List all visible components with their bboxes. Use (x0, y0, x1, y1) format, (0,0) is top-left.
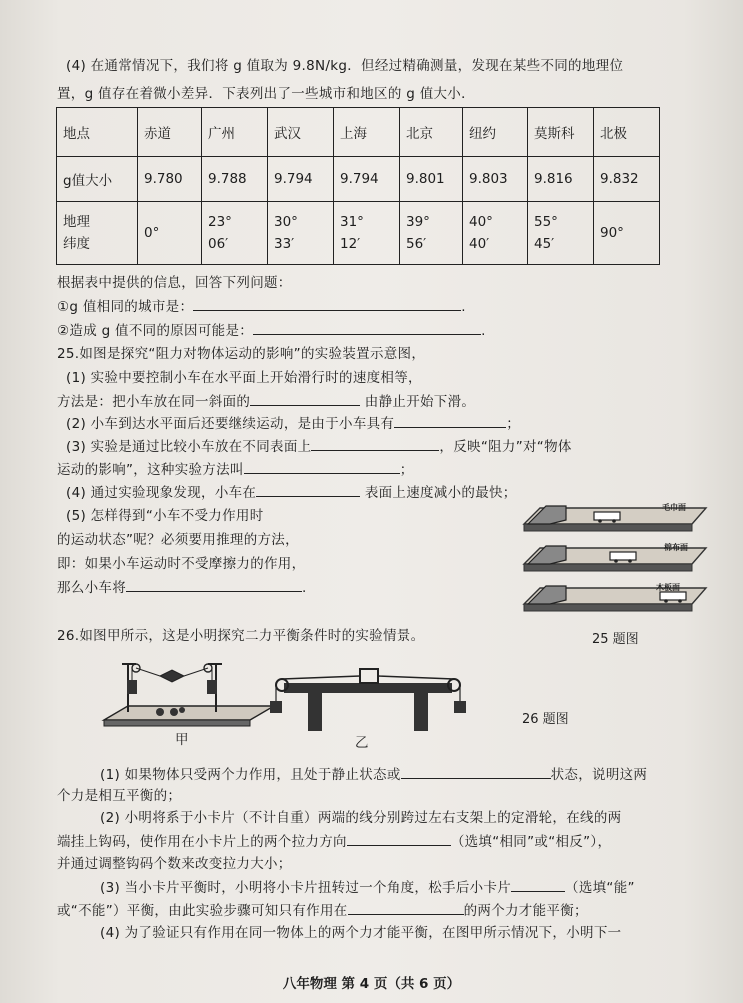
table-cell: 9.794 (334, 157, 400, 202)
answer-blank[interactable] (193, 296, 461, 311)
q25-p2a: (2) 小车到达水平面后还要继续运动，是由于小车具有 (66, 416, 395, 432)
table-cell (138, 202, 202, 265)
answer-blank[interactable] (126, 577, 302, 592)
table-cell (268, 202, 334, 265)
header-cell: 纽约 (463, 108, 528, 157)
q26-p1a: (1) 如果物体只受两个力作用，且处于静止状态或 (100, 767, 401, 783)
q25-p4 (66, 482, 517, 503)
header-cell: 地点 (57, 108, 138, 157)
g-value-table (56, 107, 660, 265)
lat-min: 33′ (274, 236, 295, 252)
lat-min: 12′ (340, 236, 361, 252)
answer-blank[interactable] (256, 482, 360, 497)
q25-p1b: 方法是：把小车放在同一斜面的 (57, 394, 251, 410)
row-label: g值大小 (57, 157, 138, 202)
table-cell: 9.832 (594, 157, 660, 202)
q26-p2a: (2) 小明将系于小卡片（不计自重）两端的线分别跨过左右支架上的定滑轮，在线的两 (100, 810, 622, 826)
q26-p3 (100, 877, 635, 898)
q26-p4a: (4) 为了验证只有作用在同一物体上的两个力才能平衡，在图甲所示情况下，小明下一 (100, 925, 622, 941)
q25-p3-cont: 运动的影响”，这种实验方法叫 ； (57, 459, 414, 480)
surface-label-cotton: 棉布面 (664, 543, 688, 552)
lat-deg: 31° (340, 214, 364, 230)
q25-p5c: 即：如果小车运动时不受摩擦力的作用， (57, 556, 306, 572)
q26-p3a: (3) 当小卡片平衡时，小明将小卡片扭转过一个角度，松手后小卡片 (100, 880, 512, 896)
q26-title: 26.如图甲所示，这是小明探究二力平衡条件时的实验情景。 (57, 628, 425, 644)
lat-deg: 40° (469, 214, 493, 230)
header-cell: 北京 (400, 108, 463, 157)
q26-p2c: （选填“相同”或“相反”）， (450, 834, 612, 850)
table-cell (463, 202, 528, 265)
q26-p1 (100, 764, 647, 785)
ramp-cotton (524, 542, 706, 571)
q24-sub2-text: ②造成 g 值不同的原因可能是： (57, 323, 254, 339)
lat-deg: 0° (144, 225, 160, 241)
answer-blank[interactable] (347, 831, 451, 846)
q25-p3b: ，反映“阻力”对“物体 (439, 439, 572, 455)
lat-deg: 39° (406, 214, 430, 230)
lat-label-1: 地理 (63, 214, 90, 230)
table-cell (202, 202, 268, 265)
q26-p3-cont (57, 900, 588, 921)
figure-26-caption: 26 题图 (522, 712, 569, 727)
table-cell (334, 202, 400, 265)
lat-deg: 30° (274, 214, 298, 230)
q24-prompt: 根据表中提供的信息，回答下列问题： (57, 275, 292, 291)
table-row-latitude (57, 202, 660, 265)
lat-deg: 23° (208, 214, 232, 230)
q25-title: 25.如图是探究“阻力对物体运动的影响”的实验装置示意图， (57, 346, 426, 362)
table-cell: 9.780 (138, 157, 202, 202)
table-cell: 9.788 (202, 157, 268, 202)
answer-blank[interactable] (394, 413, 506, 428)
surface-label-wood: 木板面 (656, 583, 680, 592)
table-cell (594, 202, 660, 265)
q26-p2d: 并通过调整钩码个数来改变拉力大小； (57, 856, 292, 872)
lat-min: 56′ (406, 236, 427, 252)
ramp-towel (524, 502, 706, 531)
q26-p3c: 或“不能”）平衡，由此实验步骤可知只有作用在 (57, 903, 348, 919)
figure-25-ramps (510, 500, 715, 625)
lat-min: 45′ (534, 236, 555, 252)
header-cell: 北极 (594, 108, 660, 157)
row-label (57, 202, 138, 265)
q25-p3a: (3) 实验是通过比较小车放在不同表面上 (66, 439, 312, 455)
answer-blank[interactable] (244, 459, 400, 474)
answer-blank[interactable] (348, 900, 464, 915)
q25-p1a: (1) 实验中要控制小车在水平面上开始滑行时的速度相等， (66, 370, 422, 386)
q25-p1c: 由静止开始下滑。 (364, 394, 476, 410)
q25-p5: 那么小车将 . (57, 577, 307, 598)
table-cell (528, 202, 594, 265)
figure-25-caption: 25 题图 (592, 632, 639, 647)
q25-p1 (57, 391, 475, 412)
q24-line1: (4) 在通常情况下，我们将 g 值取为 9.8N/kg．但经过精确测量，发现在某些不同的地理位 (66, 58, 624, 74)
figure-26-b (268, 655, 468, 735)
table-cell: 9.801 (400, 157, 463, 202)
answer-blank[interactable] (250, 391, 360, 406)
q26-p2 (57, 831, 611, 852)
lat-deg: 55° (534, 214, 558, 230)
figure-26-label-a: 甲 (175, 732, 189, 748)
ramp-wood (524, 582, 706, 611)
q24-sub1-text: ①g 值相同的城市是： (57, 299, 194, 315)
q25-p3c: 运动的影响”，这种实验方法叫 (57, 462, 244, 478)
table-cell: 9.816 (528, 157, 594, 202)
q26-p3d: 的两个力才能平衡； (463, 903, 588, 919)
header-cell: 武汉 (268, 108, 334, 157)
q25-p5b: 的运动状态”呢？必须要用推理的方法， (57, 532, 299, 548)
table-cell: 9.794 (268, 157, 334, 202)
surface-label-towel: 毛巾面 (662, 503, 686, 512)
table-row-g (57, 157, 660, 202)
table-cell: 9.803 (463, 157, 528, 202)
q25-p3 (66, 436, 572, 457)
answer-blank[interactable] (311, 436, 439, 451)
lat-min: 06′ (208, 236, 229, 252)
q25-p5d: 那么小车将 (57, 580, 126, 596)
figure-26-label-b: 乙 (355, 735, 369, 751)
answer-blank[interactable] (511, 877, 565, 892)
lat-deg: 90° (600, 225, 624, 241)
q26-p2b: 端挂上钩码，使作用在小卡片上的两个拉力方向 (57, 834, 347, 850)
answer-blank[interactable] (401, 764, 551, 779)
q25-p2: (2) 小车到达水平面后还要继续运动，是由于小车具有 ； (66, 413, 520, 434)
header-cell: 赤道 (138, 108, 202, 157)
q25-p5a: (5) 怎样得到“小车不受力作用时 (66, 508, 264, 524)
q24-sub2: ②造成 g 值不同的原因可能是： . (57, 320, 486, 341)
lat-label-2: 纬度 (63, 236, 90, 252)
answer-blank[interactable] (253, 320, 481, 335)
header-cell: 广州 (202, 108, 268, 157)
q26-p1b: 状态，说明这两 (550, 767, 648, 783)
q25-p4b: 表面上速度减小的最快； (364, 485, 517, 501)
table-cell (400, 202, 463, 265)
lat-min: 40′ (469, 236, 490, 252)
header-cell: 莫斯科 (528, 108, 594, 157)
table-header-row (57, 108, 660, 157)
q24-line2: 置，g 值存在着微小差异．下表列出了一些城市和地区的 g 值大小． (57, 86, 475, 102)
page-footer: 八年物理 第 4 页（共 6 页） (282, 976, 461, 992)
q26-p3b: （选填“能” (565, 880, 635, 896)
q24-sub1: ①g 值相同的城市是： . (57, 296, 466, 317)
q26-p1c: 个力是相互平衡的； (57, 788, 182, 804)
q25-p4a: (4) 通过实验现象发现，小车在 (66, 485, 257, 501)
figure-26-a (100, 650, 280, 730)
header-cell: 上海 (334, 108, 400, 157)
